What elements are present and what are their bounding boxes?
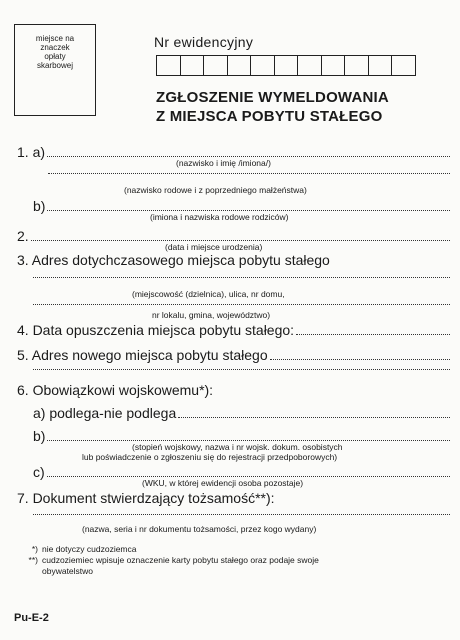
- nr-ewidencyjny-cell[interactable]: [391, 55, 416, 76]
- title-line-2: Z MIEJSCA POBYTU STAŁEGO: [156, 108, 383, 125]
- field-2-label: 2.: [17, 228, 29, 244]
- nr-ewidencyjny-cell[interactable]: [344, 55, 369, 76]
- footnote-2-mark: **): [28, 555, 38, 565]
- field-7-row: [17, 490, 450, 506]
- footnote-1-text: nie dotyczy cudzoziemca: [42, 544, 137, 554]
- form-title: [156, 88, 389, 126]
- field-1a-caption: (nazwisko i imię /imiona/): [176, 158, 271, 168]
- field-1b-line[interactable]: [47, 209, 450, 211]
- field-6b-label: b): [33, 428, 46, 444]
- field-3-caption-2: nr lokalu, gmina, województwo): [152, 310, 271, 320]
- field-7-label: 7. Dokument stwierdzający tożsamość**):: [17, 490, 275, 506]
- field-3-line2-row[interactable]: [33, 303, 450, 308]
- field-6b-caption-1: (stopień wojskowy, nazwa i nr wojsk. dokum. osobistych: [132, 442, 343, 452]
- field-1b-label: b): [33, 198, 46, 214]
- field-6b-line[interactable]: [47, 439, 450, 441]
- field-6-row: [17, 382, 450, 398]
- field-6a-label: a) podlega-nie podlega: [33, 405, 177, 421]
- field-3-line-1[interactable]: [33, 276, 450, 278]
- field-3-caption-1: (miejscowość (dzielnica), ulica, nr domu,: [132, 289, 285, 299]
- nr-ewidencyjny-cell[interactable]: [203, 55, 228, 76]
- nr-ewidencyjny-cell[interactable]: [321, 55, 346, 76]
- field-2-caption: (data i miejsce urodzenia): [165, 242, 263, 252]
- nr-ewidencyjny-cell[interactable]: [156, 55, 181, 76]
- nr-ewidencyjny-cell[interactable]: [180, 55, 205, 76]
- nr-ewidencyjny-cell[interactable]: [250, 55, 275, 76]
- field-2-line[interactable]: [31, 239, 450, 241]
- field-1a-label: 1. a): [17, 144, 46, 160]
- field-5-line-2[interactable]: [33, 368, 450, 370]
- field-3-line-2[interactable]: [33, 303, 450, 305]
- nr-ewidencyjny-cell[interactable]: [274, 55, 299, 76]
- field-5-label: 5. Adres nowego miejsca pobytu stałego: [17, 347, 268, 363]
- field-7-line-row[interactable]: [33, 513, 450, 518]
- field-1b-caption: (imiona i nazwiska rodowe rodziców): [150, 212, 289, 222]
- field-7-line[interactable]: [33, 513, 450, 515]
- field-4-label: 4. Data opuszczenia miejsca pobytu stałego:: [17, 322, 295, 338]
- field-3-label: 3. Adres dotychczasowego miejsca pobytu stałego: [17, 252, 330, 268]
- footnote-1-mark: *): [31, 544, 38, 554]
- nr-ewidencyjny-cell[interactable]: [227, 55, 252, 76]
- field-6c-caption: (WKU, w której ewidencji osoba pozostaje): [142, 478, 304, 488]
- field-3-line1-row[interactable]: [33, 276, 450, 281]
- footnote-3: [22, 566, 93, 576]
- field-5-line2-row[interactable]: [33, 368, 450, 373]
- footnote-2-text: cudzoziemiec wpisuje oznaczenie karty pobytu stałego oraz podaje swoje: [42, 555, 319, 565]
- field-6c-label: c): [33, 464, 45, 480]
- stamp-text: miejsce na znaczek opłaty skarbowej: [35, 34, 75, 70]
- field-5-row[interactable]: [17, 347, 450, 363]
- nr-ewidencyjny-boxes[interactable]: [156, 55, 415, 76]
- field-4-line[interactable]: [296, 333, 450, 335]
- field-6c-line[interactable]: [47, 475, 450, 477]
- field-6b-caption-2: lub poświadczenie o zgłoszeniu się do rejestracji przedpoborowych): [82, 452, 338, 462]
- footnote-3-text: obywatelstwo: [42, 566, 94, 576]
- form-code: Pu-E-2: [14, 612, 49, 624]
- nr-ewidencyjny-cell[interactable]: [368, 55, 393, 76]
- field-1a2-line[interactable]: [48, 172, 450, 174]
- field-6a-row[interactable]: [33, 405, 450, 421]
- field-1a-line[interactable]: [47, 155, 450, 157]
- footnote-2: [22, 555, 319, 565]
- field-5-line[interactable]: [270, 358, 450, 360]
- title-line-1: ZGŁOSZENIE WYMELDOWANIA: [156, 89, 389, 106]
- field-3-row: [17, 252, 450, 268]
- field-6-label: 6. Obowiązkowi wojskowemu*):: [17, 382, 214, 398]
- stamp-box: [14, 24, 96, 116]
- nr-ewidencyjny-cell[interactable]: [297, 55, 322, 76]
- field-1a2-row[interactable]: [48, 172, 450, 177]
- field-4-row[interactable]: [17, 322, 450, 338]
- field-7-caption: (nazwa, seria i nr dokumentu tożsamości, przez kogo wydany): [82, 524, 317, 534]
- field-6a-line[interactable]: [178, 416, 450, 418]
- field-1a2-caption: (nazwisko rodowe i z poprzedniego małżeństwa): [124, 185, 307, 195]
- footnote-1: [22, 544, 137, 554]
- nr-ewidencyjny-label: Nr ewidencyjny: [154, 34, 254, 50]
